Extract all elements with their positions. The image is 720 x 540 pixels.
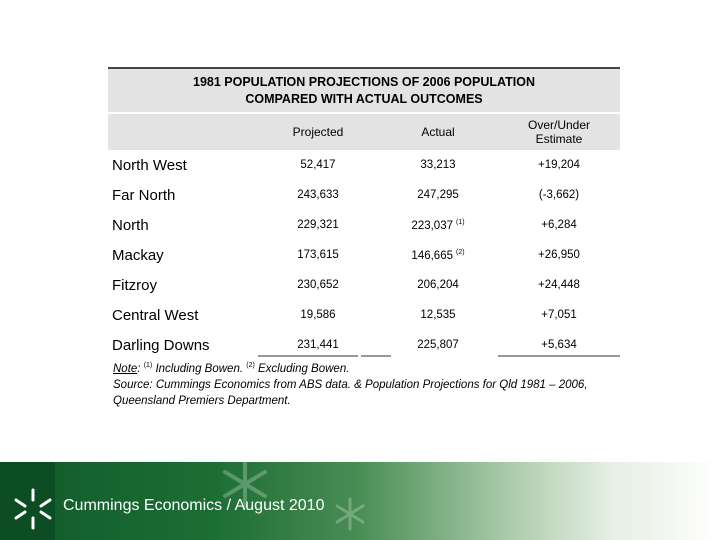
cell-projected [258, 249, 378, 261]
table-row [108, 240, 620, 270]
population-table [108, 67, 620, 360]
cell-region [112, 307, 258, 324]
cell-projected [258, 339, 378, 351]
cell-projected-value: 243,633 [297, 189, 339, 201]
footnote-1-text: Including Bowen. [152, 362, 247, 375]
note-label: Note [113, 362, 138, 375]
cell-actual [378, 189, 498, 201]
cell-over-under-value: +19,204 [538, 159, 580, 171]
table-row [108, 180, 620, 210]
cell-projected-value: 173,615 [297, 249, 339, 261]
cell-over-under-value: (-3,662) [538, 189, 580, 201]
table-title-line2: COMPARED WITH ACTUAL OUTCOMES [245, 91, 483, 106]
table-row [108, 300, 620, 330]
cell-over-under [498, 158, 620, 172]
actual-footnote-mark: (2) [456, 248, 465, 256]
footer-text: Cummings Economics / August 2010 [63, 497, 325, 514]
cell-over-under-value: +26,950 [538, 249, 580, 261]
header-over-line2: Estimate [535, 132, 583, 146]
cell-actual-value: 33,213 [420, 159, 456, 171]
table-body [108, 150, 620, 360]
cell-actual-value: 206,204 [417, 279, 459, 291]
cell-actual [378, 339, 498, 351]
cell-over-under-value: +24,448 [538, 279, 580, 291]
cell-region-value: Darling Downs [112, 336, 210, 354]
table-header-row [108, 114, 620, 150]
cell-actual-value: 225,807 [417, 339, 459, 351]
cell-actual-value: 12,535 [420, 309, 456, 321]
source-line2: Queensland Premiers Department. [113, 394, 291, 407]
asterisk-logo-icon [8, 484, 58, 534]
cell-region-value: North West [112, 156, 187, 174]
cell-region-value: Far North [112, 186, 176, 204]
table-row [108, 150, 620, 180]
cell-actual [378, 279, 498, 291]
actual-footnote-mark: (1) [456, 218, 465, 226]
cell-over-under [498, 248, 620, 262]
cell-over-under-value: +7,051 [541, 309, 577, 321]
cell-projected-value: 231,441 [297, 339, 339, 351]
table-row [108, 270, 620, 300]
cell-projected-value: 230,652 [297, 279, 339, 291]
cell-projected [258, 159, 378, 171]
table-title-line1: 1981 POPULATION PROJECTIONS OF 2006 POPULATION [193, 74, 535, 89]
cell-region [112, 277, 258, 294]
cell-over-under [498, 218, 620, 232]
cell-actual [378, 309, 498, 321]
source-line1: Source: Cummings Economics from ABS data. & Population Projections for Qld 1981 – 2006, [113, 378, 588, 391]
table-row [108, 210, 620, 240]
cell-region [112, 337, 258, 354]
cell-over-under [498, 278, 620, 292]
cell-actual-value: 247,295 [417, 189, 459, 201]
cell-projected [258, 309, 378, 321]
cell-over-under [498, 188, 620, 202]
cell-actual [378, 249, 498, 262]
cell-actual [378, 219, 498, 232]
footer-band [0, 462, 720, 540]
cell-region [112, 157, 258, 174]
cell-region-value: Fitzroy [112, 276, 157, 294]
cell-over-under-value: +6,284 [541, 219, 577, 231]
header-over-line1: Over/Under [527, 118, 591, 132]
cell-over-under-value: +5,634 [541, 339, 577, 351]
header-projected: Projected [292, 125, 344, 139]
cell-region [112, 187, 258, 204]
footnote-1-mark: (1) [143, 362, 153, 369]
cell-actual [378, 159, 498, 171]
header-actual: Actual [421, 125, 455, 139]
footnote-2-text: Excluding Bowen. [254, 362, 350, 375]
cell-over-under [498, 338, 620, 352]
cell-actual-value: 223,037 [411, 219, 453, 232]
cell-projected-value: 52,417 [300, 159, 336, 171]
cell-region-value: North [112, 216, 149, 234]
cell-projected [258, 219, 378, 231]
cell-over-under [498, 308, 620, 322]
cell-projected-value: 19,586 [300, 309, 336, 321]
table-note [113, 358, 633, 409]
table-title [108, 67, 620, 112]
cell-projected-value: 229,321 [297, 219, 339, 231]
cell-actual-value: 146,665 [411, 249, 453, 262]
cell-projected [258, 189, 378, 201]
cell-projected [258, 279, 378, 291]
cell-region [112, 247, 258, 264]
cell-region [112, 217, 258, 234]
note-line: Note: $^{(1)}$ Including Bowen. $^{(2)}$ Excluding Bowen. [113, 362, 350, 375]
decorative-star-icon-2 [330, 494, 370, 534]
cell-region-value: Mackay [112, 246, 164, 264]
cell-region-value: Central West [112, 306, 199, 324]
footnote-2-mark: (2) [246, 362, 255, 369]
header-over-under [498, 118, 620, 146]
